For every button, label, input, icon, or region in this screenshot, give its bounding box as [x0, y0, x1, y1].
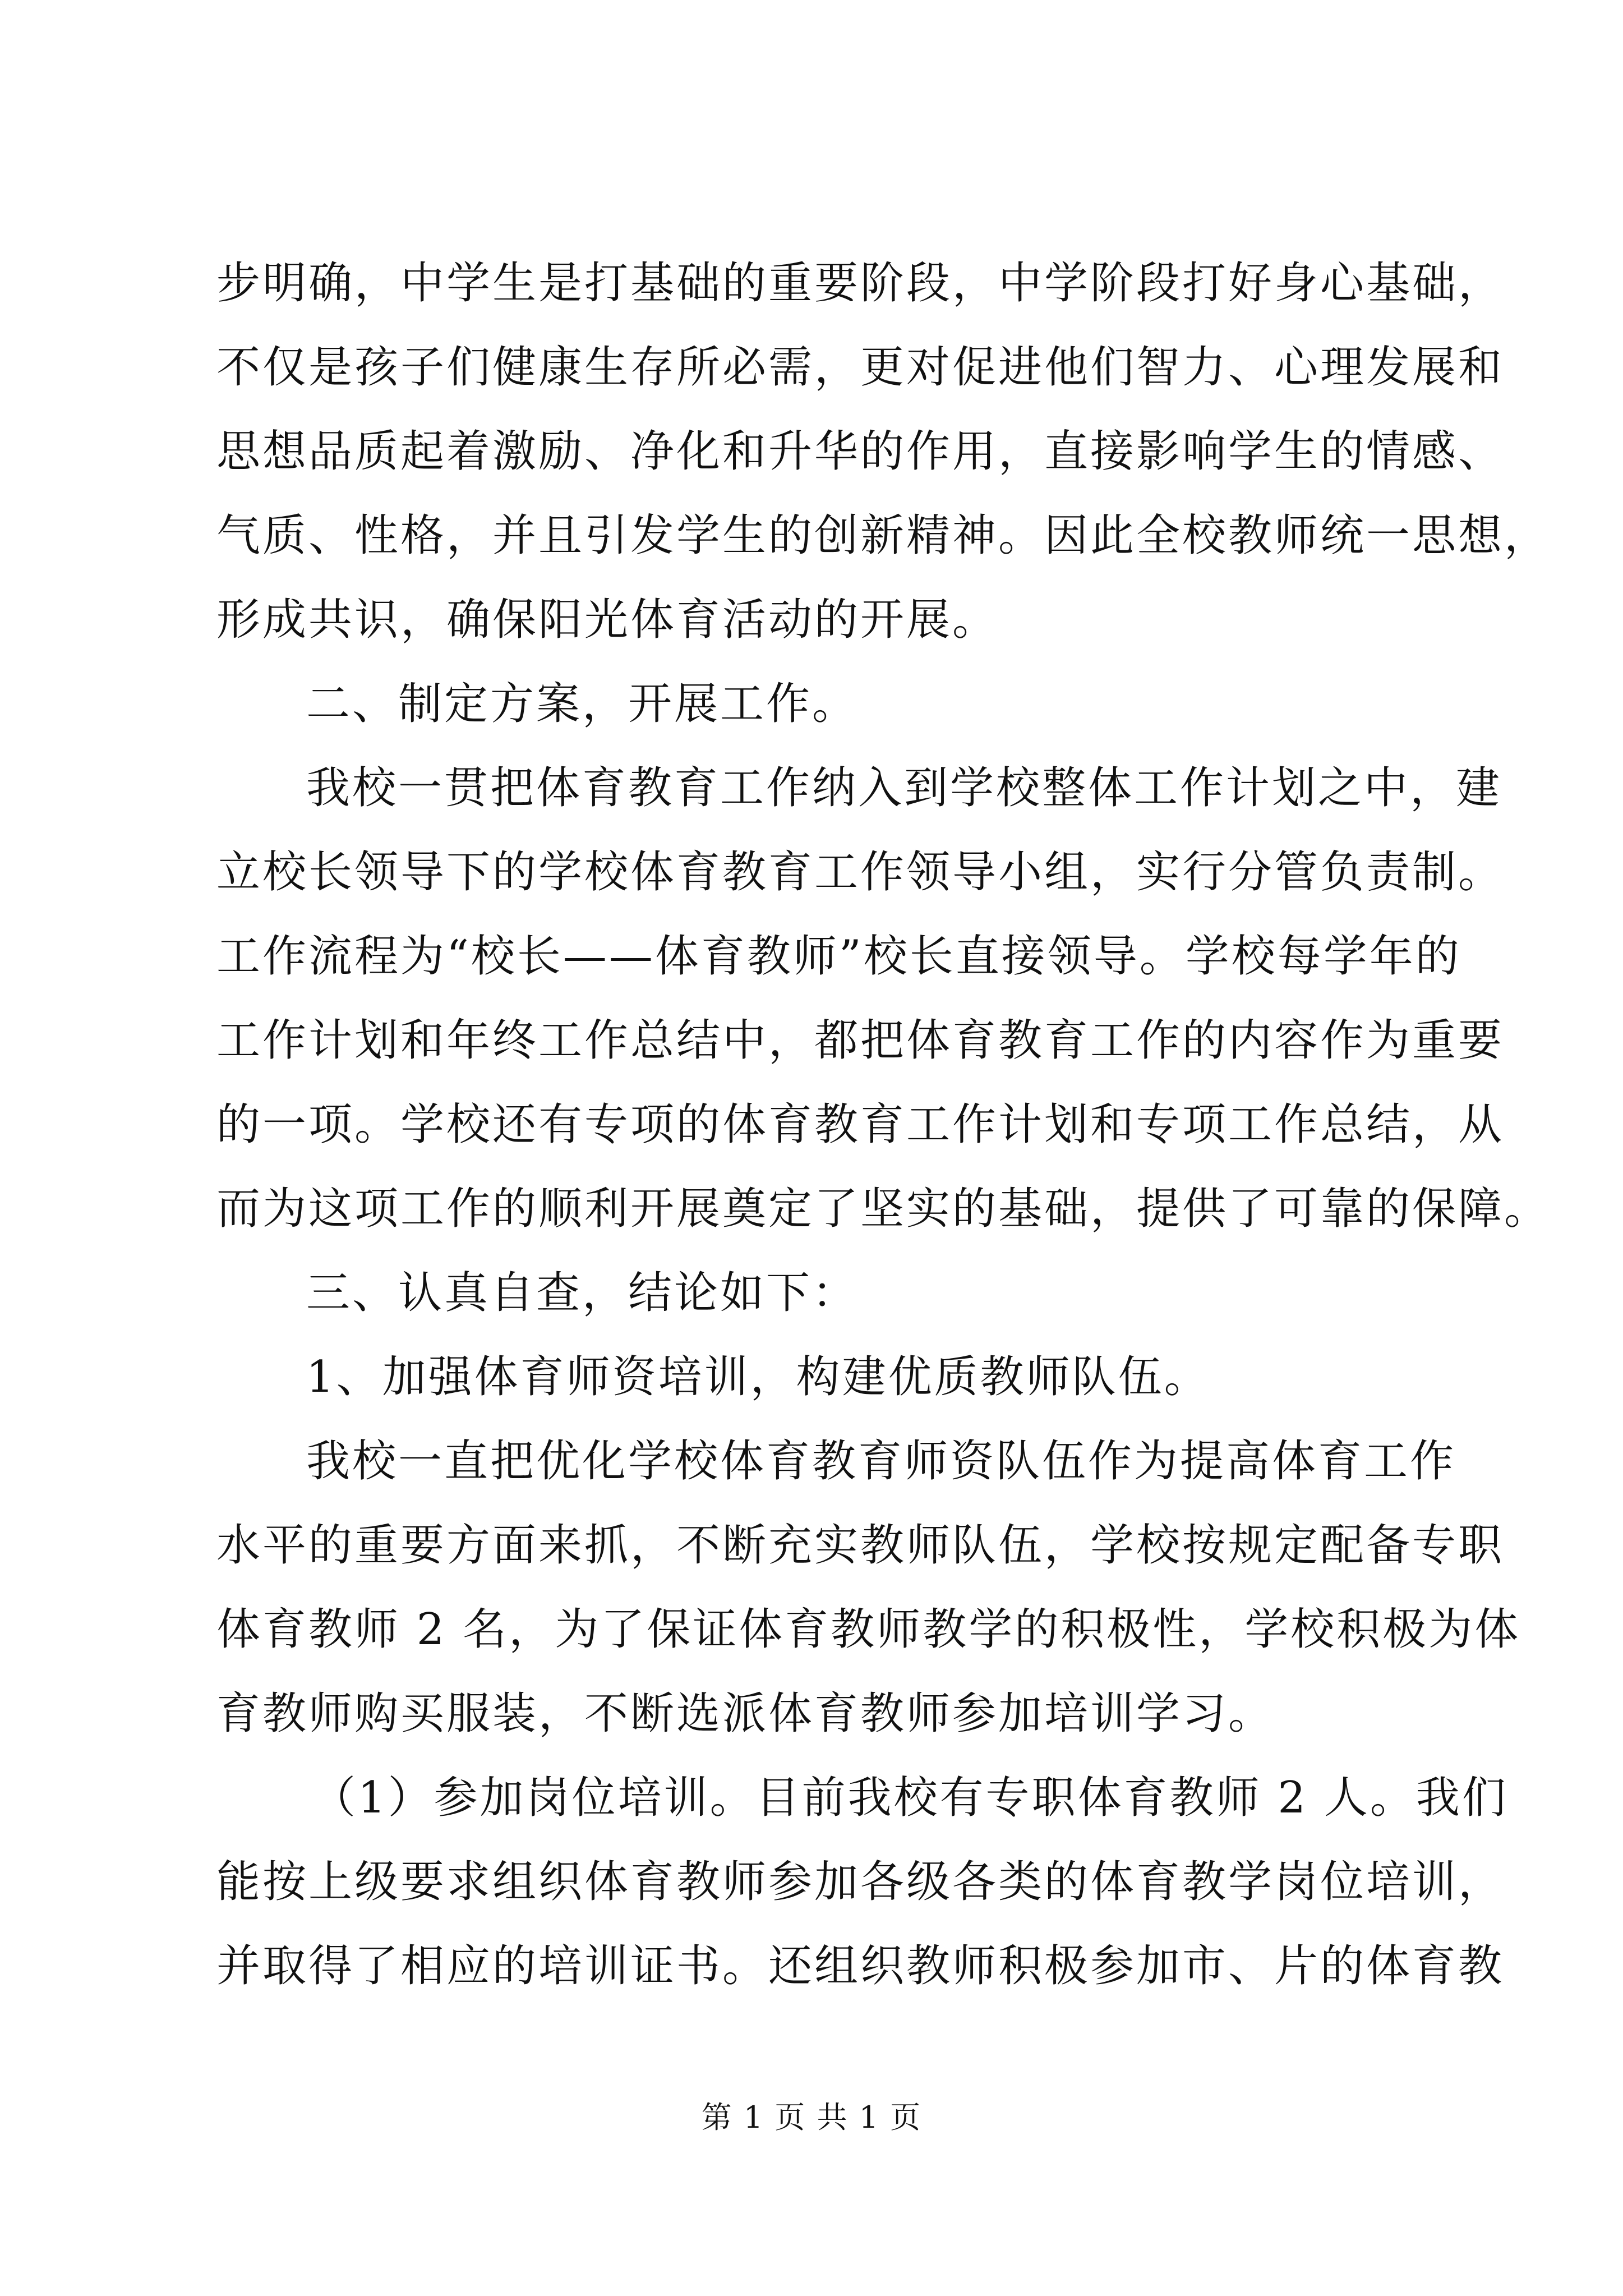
document-body — [216, 241, 1551, 2008]
text-line: 水平的重要方面来抓，不断充实教师队伍，学校按规定配备专职 — [216, 1520, 1505, 1571]
text-line: 能按上级要求组织体育教师参加各级各类的体育教学岗位培训， — [216, 1857, 1505, 1907]
text-line: 立校长领导下的学校体育教育工作领导小组，实行分管负责制。 — [216, 847, 1505, 898]
text-line: （1）参加岗位培训。目前我校有专职体育教师 2 人。我们 — [312, 1773, 1508, 1823]
text-line: 我校一直把优化学校体育教育师资队伍作为提高体育工作 — [306, 1436, 1456, 1487]
text-line: 体育教师 2 名，为了保证体育教师教学的积极性，学校积极为体 — [216, 1604, 1521, 1655]
subsection-heading: 1、加强体育师资培训，构建优质教师队伍。 — [306, 1352, 1210, 1402]
text-line: 并取得了相应的培训证书。还组织教师积极参加市、片的体育教 — [216, 1941, 1505, 1991]
section-heading: 三、认真自查，结论如下： — [306, 1268, 859, 1318]
text-line: 而为这项工作的顺利开展奠定了坚实的基础，提供了可靠的保障。 — [216, 1184, 1551, 1234]
text-line: 步明确，中学生是打基础的重要阶段，中学阶段打好身心基础， — [216, 258, 1505, 309]
section-heading: 二、制定方案，开展工作。 — [306, 679, 859, 729]
text-line: 形成共识，确保阳光体育活动的开展。 — [216, 595, 999, 645]
text-line: 工作计划和年终工作总结中，都把体育教育工作的内容作为重要 — [216, 1015, 1505, 1066]
text-line: 工作流程为“校长——体育教师”校长直接领导。学校每学年的 — [216, 931, 1461, 982]
text-line: 不仅是孩子们健康生存所必需，更对促进他们智力、心理发展和 — [216, 342, 1505, 393]
text-line: 的一项。学校还有专项的体育教育工作计划和专项工作总结，从 — [216, 1099, 1505, 1150]
text-line: 我校一贯把体育教育工作纳入到学校整体工作计划之中，建 — [306, 763, 1502, 813]
text-line: 育教师购买服装，不断选派体育教师参加培训学习。 — [216, 1688, 1275, 1739]
text-line: 气质、性格，并且引发学生的创新精神。因此全校教师统一思想， — [216, 510, 1551, 561]
text-line: 思想品质起着激励、净化和升华的作用，直接影响学生的情感、 — [216, 426, 1505, 477]
page-footer: 第 1 页 共 1 页 — [701, 2100, 922, 2135]
